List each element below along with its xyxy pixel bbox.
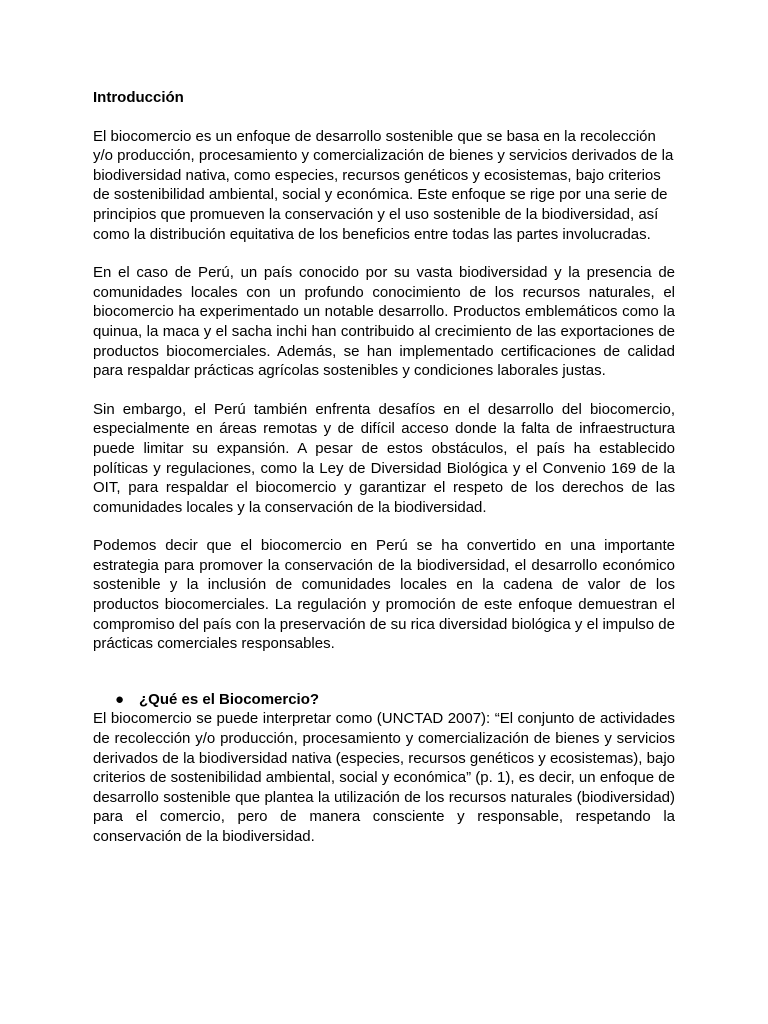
bullet-item	[93, 690, 675, 710]
bullet-dot-icon: ●	[115, 690, 125, 708]
paragraph-challenges: Sin embargo, el Perú también enfrenta desafíos en el desarrollo del biocomercio, especialmente en áreas remotas y de difícil acceso donde la falta de infraestructura puede limitar su expansión. A pesar de estos obstáculos, el país ha establecido políticas y regulaciones, como la Ley de Diversidad Biológica y el Convenio 169 de la OIT, para respaldar el biocomercio y garantizar el respeto de los derechos de las comunidades locales y la conservación de la biodiversidad.	[93, 400, 675, 516]
paragraph-conclusion: Podemos decir que el biocomercio en Perú se ha convertido en una importante estrategia para promover la conservación de la biodiversidad, el desarrollo económico sostenible y la inclusión de comunidades locales en la cadena de valor de los productos biocomerciales. La regulación y promoción de este enfoque demuestran el compromiso del país con la preservación de su rica diversidad biológica y el impulso de prácticas comerciales responsables.	[93, 537, 675, 653]
paragraph-definition: El biocomercio se puede interpretar como (UNCTAD 2007): “El conjunto de actividades de recolección y/o producción, procesamiento y comercialización de bienes y servicios derivados de la biodiversidad nativa (especies, recursos genéticos y ecosistemas), bajo criterios de sostenibilidad ambiental, social y económica” (p. 1), es decir, un enfoque de desarrollo sostenible que plantea la utilización de los recursos naturales (biodiversidad) para el comercio, pero de manera consciente y responsable, respetando la conservación de la biodiversidad.	[93, 710, 675, 845]
document-page	[93, 88, 675, 847]
paragraph-peru: En el caso de Perú, un país conocido por su vasta biodiversidad y la presencia de comunidades locales con un profundo conocimiento de los recursos naturales, el biocomercio ha experimentado un notable desarrollo. Productos emblemáticos como la quinua, la maca y el sacha inchi han contribuido al crecimiento de las exportaciones de productos biocomerciales. Además, se han implementado certificaciones de calidad para respaldar prácticas agrícolas sostenibles y condiciones laborales justas.	[93, 264, 675, 380]
bullet-heading: ¿Qué es el Biocomercio?	[139, 690, 320, 708]
paragraph-intro: El biocomercio es un enfoque de desarrollo sostenible que se basa en la recolección y/o producción, procesamiento y comercialización de bienes y servicios derivados de la biodiversidad nativa, como especies, recursos genéticos y ecosistemas, bajo criterios de sostenibilidad ambiental, social y económica. Este enfoque se rige por una serie de principios que promueven la conservación y el uso sostenible de la biodiversidad, así como la distribución equitativa de los beneficios entre todas las partes involucradas.	[93, 127, 674, 243]
section-heading: Introducción	[93, 89, 184, 106]
